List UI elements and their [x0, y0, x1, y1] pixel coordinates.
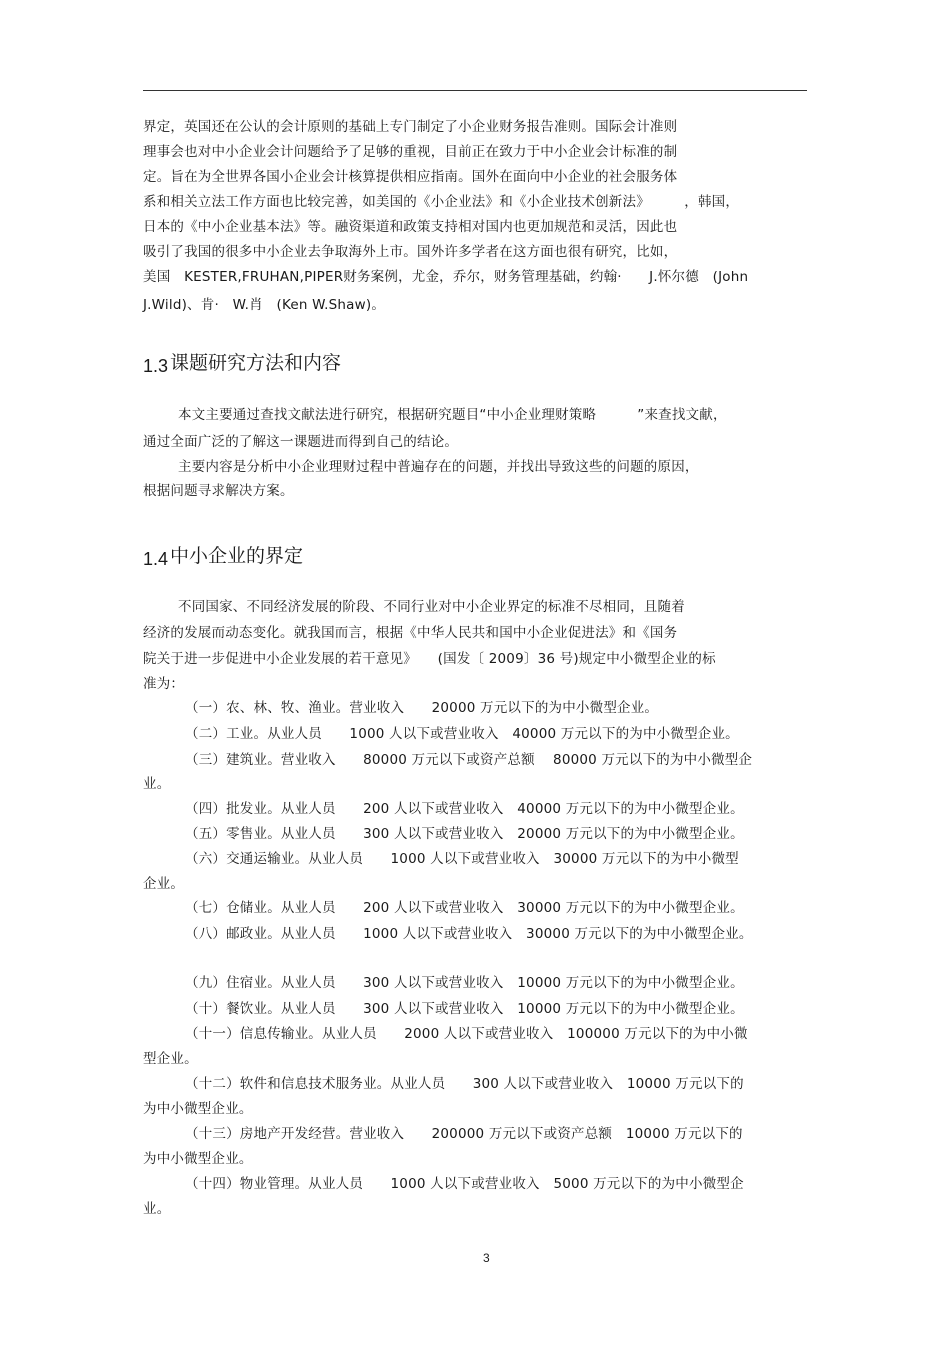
section-title: 中小企业的界定	[170, 545, 304, 567]
intro-line: 界定，英国还在公认的会计原则的基础上专门制定了小企业财务报告准则。国际会计准则	[143, 119, 678, 135]
section-number: 1.4	[143, 549, 169, 569]
intro-line: 理事会也对中小企业会计问题给予了足够的重视，目前正在致力于中小企业会计标准的制	[143, 144, 678, 160]
criteria-item: （十一）信息传输业。从业人员 2000 人以下或营业收入 100000 万元以下的为中小微	[185, 1026, 748, 1042]
criteria-item-cont: 为中小微型企业。	[143, 1151, 253, 1167]
intro-line: 日本的《中小企业基本法》等。融资渠道和政策支持相对国内也更加规范和灵活，因此也	[143, 219, 678, 235]
section-1-3-line: 通过全面广泛的了解这一课题进而得到自己的结论。	[143, 434, 459, 450]
criteria-item: （八）邮政业。从业人员 1000 人以下或营业收入 30000 万元以下的为中小微型企业。	[185, 926, 753, 942]
intro-line: 系和相关立法工作方面也比较完善，如美国的《小企业法》和《小企业技术创新法》 ，韩国，	[143, 194, 740, 210]
criteria-item-cont: 企业。	[143, 876, 185, 892]
criteria-item: （二）工业。从业人员 1000 人以下或营业收入 40000 万元以下的为中小微型企业。	[185, 726, 739, 742]
section-1-4-line: 准为：	[143, 676, 185, 692]
section-1-4-line: 院关于进一步促进中小企业发展的若干意见》 (国发〔 2009〕36 号)规定中小微型企业的标	[143, 651, 716, 667]
criteria-item: （五）零售业。从业人员 300 人以下或营业收入 20000 万元以下的为中小微型企业。	[185, 826, 744, 842]
criteria-item: （四）批发业。从业人员 200 人以下或营业收入 40000 万元以下的为中小微型企业。	[185, 801, 744, 817]
criteria-item-cont: 为中小微型企业。	[143, 1101, 253, 1117]
criteria-item: （十二）软件和信息技术服务业。从业人员 300 人以下或营业收入 10000 万元以下的	[185, 1076, 744, 1092]
intro-line: 定。旨在为全世界各国小企业会计核算提供相应指南。国外在面向中小企业的社会服务体	[143, 169, 678, 185]
criteria-item-cont: 业。	[143, 776, 171, 792]
criteria-item: （十）餐饮业。从业人员 300 人以下或营业收入 10000 万元以下的为中小微型企业。	[185, 1001, 744, 1017]
intro-line: 美国 KESTER,FRUHAN,PIPER财务案例，尤金，乔尔，财务管理基础，约翰· J.怀尔德 (John	[143, 269, 749, 285]
section-title: 课题研究方法和内容	[170, 352, 342, 374]
section-1-4-line: 不同国家、不同经济发展的阶段、不同行业对中小企业界定的标准不尽相同，且随着	[178, 599, 685, 615]
criteria-item: （一）农、林、牧、渔业。营业收入 20000 万元以下的为中小微型企业。	[185, 700, 659, 716]
criteria-item: （六）交通运输业。从业人员 1000 人以下或营业收入 30000 万元以下的为中小微型	[185, 851, 739, 867]
section-1-4-line: 经济的发展而动态变化。就我国而言，根据《中华人民共和国中小企业促进法》和《国务	[143, 625, 678, 641]
criteria-item: （三）建筑业。营业收入 80000 万元以下或资产总额 80000 万元以下的为中小微型企	[185, 752, 753, 768]
section-1-3-line: 根据问题寻求解决方案。	[143, 483, 294, 499]
criteria-item-cont: 业。	[143, 1201, 171, 1217]
section-1-3-line: 主要内容是分析中小企业理财过程中普遍存在的问题，并找出导致这些的问题的原因，	[178, 459, 699, 475]
criteria-item-cont: 型企业。	[143, 1051, 198, 1067]
criteria-item: （七）仓储业。从业人员 200 人以下或营业收入 30000 万元以下的为中小微型企业。	[185, 900, 744, 916]
intro-line: 吸引了我国的很多中小企业去争取海外上市。国外许多学者在这方面也很有研究，比如，	[143, 244, 678, 260]
criteria-item: （十三）房地产开发经营。营业收入 200000 万元以下或资产总额 10000 万元以下的	[185, 1126, 743, 1142]
header-rule	[143, 90, 807, 91]
intro-line: J.Wild)、肯· W.肖 (Ken W.Shaw)。	[143, 297, 386, 313]
section-heading-1-3	[143, 348, 341, 375]
section-1-3-line: 本文主要通过查找文献法进行研究，根据研究题目“中小企业理财策略 ”来查找文献，	[178, 407, 727, 423]
criteria-item: （九）住宿业。从业人员 300 人以下或营业收入 10000 万元以下的为中小微型企业。	[185, 975, 744, 991]
criteria-item: （十四）物业管理。从业人员 1000 人以下或营业收入 5000 万元以下的为中小微型企	[185, 1176, 744, 1192]
page-number: 3	[483, 1251, 490, 1265]
section-heading-1-4	[143, 541, 303, 568]
section-number: 1.3	[143, 356, 169, 376]
